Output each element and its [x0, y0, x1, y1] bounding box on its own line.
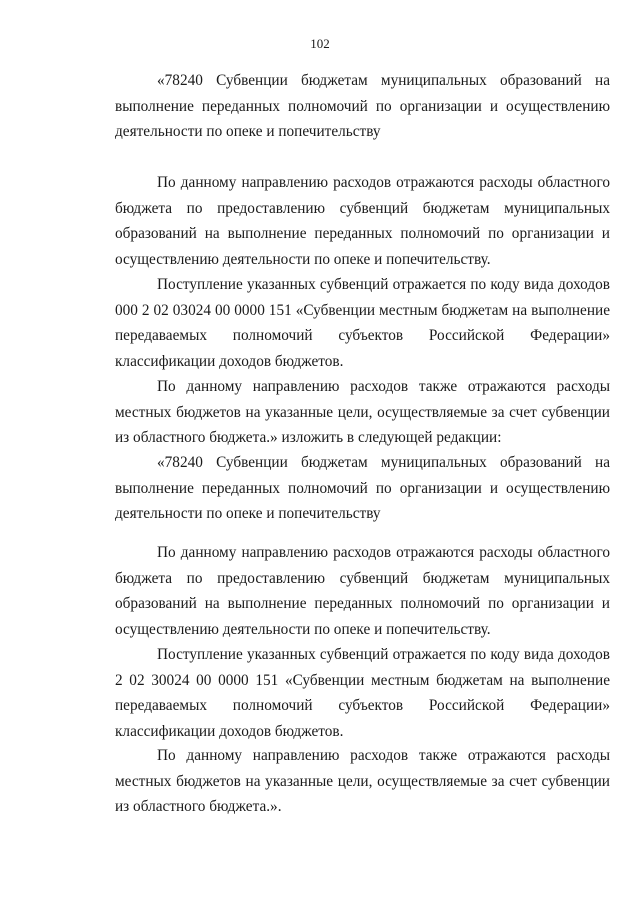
paragraph-new-expenses: По данному направлению расходов отражаются расходы областного бюджета по предоставлению субвенций бюджетам муниципальных образований на выполнение переданных полномочий по организации и осуществлению деятельности по опеке и попечительству. [115, 544, 610, 638]
paragraph-old-revenue-code: Поступление указанных субвенций отражается по коду вида доходов 000 2 02 03024 00 0000 151 «Субвенции местным бюджетам на выполнение передаваемых полномочий субъектов Российской Федерации» классификации доходов бюджетов. [115, 276, 610, 370]
paragraph-old-heading: «78240 Субвенции бюджетам муниципальных образований на выполнение переданных полномочий по организации и осуществлению деятельности по опеке и попечительству [115, 72, 610, 140]
page-number: 102 [310, 36, 330, 51]
paragraph-new-revenue-code: Поступление указанных субвенций отражается по коду вида доходов 2 02 30024 00 0000 151 «Субвенции местным бюджетам на выполнение передаваемых полномочий субъектов Российской Федерации» классификации доходов бюджетов. [115, 646, 610, 740]
paragraph-new-heading: «78240 Субвенции бюджетам муниципальных образований на выполнение переданных полномочий по организации и осуществлению деятельности по опеке и попечительству [115, 454, 610, 522]
paragraph-old-local-expenses: По данному направлению расходов также отражаются расходы местных бюджетов на указанные цели, осуществляемые за счет субвенции из областного бюджета.» изложить в следующей редакции: [115, 378, 610, 446]
paragraph-new-local-expenses: По данному направлению расходов также отражаются расходы местных бюджетов на указанные цели, осуществляемые за счет субвенции из областного бюджета.». [115, 747, 610, 815]
paragraph-old-expenses: По данному направлению расходов отражаются расходы областного бюджета по предоставлению субвенций бюджетам муниципальных образований на выполнение переданных полномочий по организации и осуществлению деятельности по опеке и попечительству. [115, 174, 610, 268]
